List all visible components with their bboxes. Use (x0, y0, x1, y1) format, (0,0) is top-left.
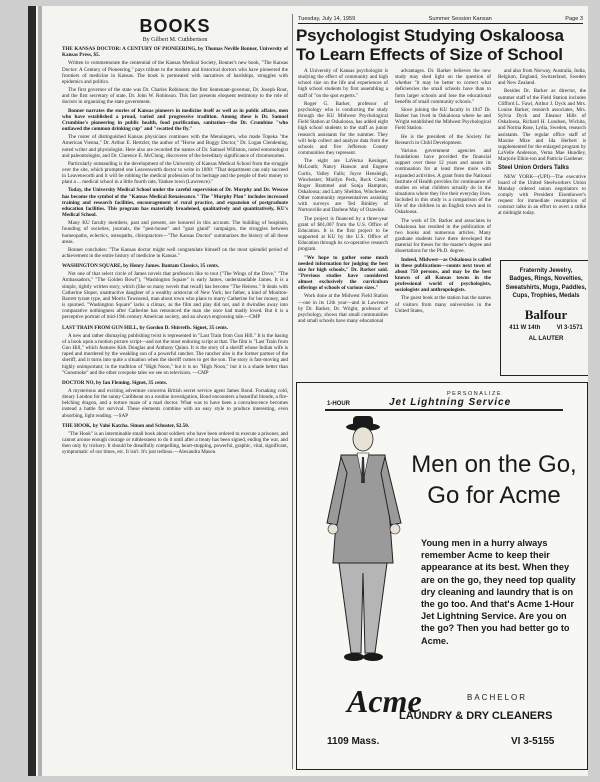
books-title: BOOKS (139, 16, 211, 36)
article-headline: Psychologist Studying Oskaloosa To Learn Effects of Size of School (296, 26, 564, 64)
article-paragraph: The eight are LaVerna Kesinger, McLouth; Nancy Hanson and Eugene Curtis, Valley Falls; Joyce Hensleigh, Winchester; Marilyn Peck, Rock Creek; Roger Brammel and Sonja Hampton, Oskaloosa; and Larry Sheldon, Winchester. Other community representatives assisting with surveys are Ted Binkley of Nortonville and Darlene May of Ozawkie. (298, 158, 388, 214)
newspaper-page (28, 6, 588, 776)
acme-headline (409, 449, 579, 511)
acme-laundry: LAUNDRY & DRY CLEANERS (399, 710, 553, 722)
review-paragraph: The roster of distinguished Kansas physicians continues with the Menningers, who made Topeka "the American Vienna," Dr. Arthur E. Hertzler, the author of "Horse and Buggy Doctor," Dr. Logan Clendening, noted writer and physiologist. Here also are recorded the names of Dr. Samuel Williston, noted entomologist and paleontologist, and Dr. Clarence E. McClung, discoverer of the hereditary significance of chromosomes. (62, 134, 288, 159)
paper-name: Summer Session Kansan (428, 16, 492, 22)
balfour-address: 411 W 14th (509, 324, 541, 331)
article-paragraph: Indeed, Midwest—as Oskaloosa is called in these publications—counts next town of about 750 persons, and may be the best known of all Kansas towns in the professional world of psychologists, sociologists and anthropologists. (395, 256, 491, 294)
acme-headline-line: Go for Acme (427, 482, 561, 509)
article-column-2 (395, 68, 491, 374)
review-paragraph: Written to commemorate the centennial of the Kansas Medical Society, Bonner's new book, "The Kansas Doctor: A Century of Pioneering," pays tribute to the modern and historical doctors who have pioneered the frontiers of medicine in Kansas. The book is permeated with narratives of hardships, struggles with epidemics and politics. (62, 60, 288, 85)
acme-one-hour: 1-HOUR (327, 401, 351, 407)
review-heading: LAST TRAIN FROM GUN HILL, by Gordon D. Shirreffs. Signet, 35 cents. (62, 324, 228, 331)
acme-phone: VI 3-5155 (511, 736, 555, 747)
acme-copy: Young men in a hurry always remember Acme to keep their appearance at its best. When they are on the go, they need top quality dry cleaning and laundry that is on the go too. And that's Acme 1-Hour Jet Lightning Service. Are you on the go? Then you had better go to Acme. (421, 538, 576, 646)
issue-date: Tuesday, July 14, 1959 (298, 16, 356, 22)
article-paragraph: Since joining the KU faculty in 1947 Dr. Barker has lived in Oskaloosa where he and Wright established the Midwest Psychological Field Station. (395, 106, 491, 132)
review-paragraph: The first governor of the state was Dr. Charles Robinson; the first lieutenant-governor, Dr. Joseph Root, and the first secretary of state, Dr. John W. Robinson. This fact presents eloquent testimony to the role of doctors in organizing the state government. (62, 87, 288, 106)
balfour-lines (501, 267, 588, 301)
man-illustration (307, 413, 417, 673)
review-paragraph: Many KU faculty members, past and present, are honored in this account. The building of hospitals, founding of societies, journals, the "pest-house" and "goat gland" campaigns, the struggles between homeopaths, eclectics, osteopaths, chiropractors—"The Kansas Doctor" summarizes the history of all these areas. (62, 220, 288, 245)
review-paragraph: A mysterious and exciting adventure concerns British secret service agent James Bond. Forsaking cold, dreary London for the sunny Caribbean on a routine investigation, Bond encounters a beautiful blonde, a fire-belching dragon, and a torture maze of a mad doctor. What was to have been a convalescence becomes instead a battle for survival. These elements combine with an easy style to produce interesting, even absorbing, light reading. —SAP (62, 387, 288, 419)
acme-jet-service: Jet Lightning Service (389, 397, 512, 408)
books-column (62, 12, 288, 772)
acme-personalize: PERSONALIZE (447, 391, 503, 397)
article-paragraph: "We hope to gather some much needed information for judging the best size for high schools," Dr. Barker said. "Previous studies have considered almost exclusively the curriculum offerings of schools of various sizes." (298, 254, 388, 292)
article-paragraph: Work done at the Midwest Field Station—one in its 12th year—and in Lawrence by Dr. Barker, Dr. Wright, professor of psychology, shows that small communities and small schools have many educational (298, 293, 388, 325)
article-paragraph: He is the president of the Society for Research in Child Development. (395, 133, 491, 146)
news-brief-heading: Steel Union Orders Talks (498, 165, 569, 172)
balfour-line: Cups, Trophies, Medals (512, 293, 580, 300)
column-divider (292, 14, 293, 769)
article-paragraph: Besides Dr. Barker as director, the summer staff of the Field Station includes Clifford L. Fawl, Arthur J. Dyck and Mrs. Louise Barker, research associates, Mrs. Sylvia Dyck and Eleanor Hills of Oskaloosa, Richard H. Lundsen, Wichita, and Norma Ruse, Lydia, Sweden, research assistants. The regular office staff of Maxine Mize and Ida Herbert is supplemented for the enlarged program by LaVelle Anderson, Verna Mae Hundley, Marjorie Elkin-ton and Patricia Gardener. (498, 88, 586, 163)
acme-address: 1109 Mass. (327, 736, 380, 747)
article-column-3 (498, 68, 586, 256)
article-paragraph: Various government agencies and foundations have provided the financial support over these 12 years and assure its continuation for at least three more with expanded activities. A grant from the National Institute of Health provides for continuance of studies on what children actually do in the situations where they live their everyday lives. Included in this study is a comparison of the life of the children in an English town and in Oskaloosa. (395, 147, 491, 216)
balfour-line: Fraternity Jewelry, (519, 268, 573, 274)
review-paragraph: A new and rather dismaying publishing twist is represented in "Last Train from Gun Hill." It is the basing of a book upon a motion picture script—and not the most enduring script at that. The film is "Last Train from Gun Hill," which features Kirk Douglas and Anthony Quinn. It is the story of a sheriff whose Indian wife is raped and murdered by the weakling son of a powerful rancher. The rancher also is the former partner of the sheriff, and it turns into quite a situation when the sheriff comes to get the son. The story is fast-moving and highly unimportant; in the tradition of "High Noon," but it is no "High Noon," but it is a shade better than "Gunsmoke" and the other cowpoke tales we see on television. —CMP (62, 332, 288, 376)
review-heading: THE HOOK, by Vahé Katcha. Simon and Schuster, $2.50. (62, 422, 190, 429)
review-heading: WASHINGTON SQUARE, by Henry James. Bantam Classics, 35 cents. (62, 263, 219, 270)
acme-logo: Acme (347, 683, 422, 719)
news-brief-paragraph: NEW YORK—(UPI)—The executive board of the United Steelworkers Union Monday ordered union negotiators to comply with President Eisenhower's request for immediate resumption of contract talks in an effort to avert a strike at midnight today. (498, 173, 586, 217)
page-number: Page 3 (565, 16, 583, 22)
review-heading: THE KANSAS DOCTOR: A CENTURY OF PIONEERING, by Thomas Neville Bonner, University of Kansas Press, $5. (62, 46, 288, 59)
balfour-brand: Balfour (524, 306, 568, 322)
books-byline: By Gilbert M. Cuthbertson (142, 37, 208, 43)
review-paragraph: Today, the University Medical School under the careful supervision of Dr. Murphy and Dr. Wescoe has become the symbol of the "Kansas Medical Renaissance." The "Murphy Plan" includes increased training and research facilities, encouragement of rural practice, and expansion of postgraduate education facilities. This program has materially broadened, qualitatively and quantitatively, KU's Medical School. (62, 187, 288, 219)
article-paragraph: The work of Dr. Barker and associates in Oskaloosa has resulted in the publication of two books and numerous articles. Many graduate students have there developed the material for theses for the master's degree and dissertations for the Ph.D. degree. (395, 217, 491, 255)
acme-bachelor: BACHELOR (467, 693, 528, 702)
acme-headline-line: Men on the Go, (411, 451, 577, 478)
balfour-ad (500, 260, 588, 376)
review-paragraph: "The Hook" is an interminable small book about soldiers who have been ordered to execute a prisoner, and cannot arouse enough courage or ruthlessness to do it until after a treaty has been signed, ending the war, and then only by trickery. It should be dreadfully compelling, heart-stopping, powerful, graphic, vital, significant, symptomatic of our times, etc. It isn't. It's just tedious.—Alexandra Mason. (62, 430, 288, 456)
article-paragraph: advantages. Dr. Barker believes the new study may shed light on the question of whether "it may be better to correct what deficiencies the small schools have than to form larger schools and lose the educational benefits of small community schools." (395, 68, 491, 105)
article-paragraph: The project is financed by a three-year grant of $61,007 from the U.S. Office of Education. It is the first project to be supported at KU by the U.S. Office of Education through its co-operative research program. (298, 215, 388, 253)
review-paragraph: Not one of that select circle of James novels that professors like to tout ("The Wings of the Dove," "The Ambassadors," "The Golden Bowl"), "Washington Square" is early James, understandable James. It is a simple, tightly written story, which (like so many novels that recall) has become "The Heiress." It deals with Catherine Sloper, unattractive daughter of a wealthy aristocrat of New York; her father, a kind of Moulton-Barrett tyrant type, and Morris Townsend, man about town who plans to marry Catherine for her money, and is spurned. "Washington Square" lacks a climax, as the film and play did not, and it dwindles away into comparative nothingness after Catherine has renounced the man she once had madly loved. But it is a perceptive portrait of mid-19th century American society, and an always engrossing tale.—CMP (62, 271, 288, 321)
acme-ad-rule (325, 409, 563, 411)
review-paragraph: Bonner narrates the stories of Kansas pioneers in medicine itself as well as in public affairs, men who have established a proud, varied and progressive tradition. Among these is Dr. Samuel Crumbine's pioneering in public health, food purification, sanitation—the Dr. Crumbine "who outlawed the common drinking cup" and "swatted the fly." (62, 107, 288, 133)
balfour-line: Sweatshirts, Mugs, Paddles, (505, 284, 587, 291)
acme-ad (296, 382, 588, 770)
article-paragraph: and also from Norway, Australia, India, Belgium, England, Switzerland, Sweden and New Zealand. (498, 68, 586, 87)
balfour-phone: VI 3-1571 (556, 324, 583, 331)
article-paragraph: Roger G. Barker, professor of psychology who is conducting the study through the KU Midwest Psychological Field Station at Oskaloosa, has added eight high school students to the staff as junior research assistants for the summer. They will help collect and analyze data from the schools and five Jefferson County communities they represent. (298, 100, 388, 157)
balfour-line: Badges, Rings, Novelties, (509, 276, 583, 283)
review-paragraph: Particularly outstanding is the development of the University of Kansas Medical School from the struggle over the site, which prompted one Leavenworth doctor to write in 1890: "That department can only succeed in Leavenworth and it will be robbing the medical profession of its heritage and the people of their money to plant a ... medical school in a little fourth rate, Yankee town (Lawrence)." (62, 160, 288, 186)
article-column-1 (298, 68, 388, 374)
balfour-contact-row (501, 325, 588, 331)
review-heading: DOCTOR NO, by Ian Fleming. Signet, 35 cents. (62, 379, 168, 386)
article-paragraph: The guest book at the station has the names of visitors from many universities in the United States, (395, 295, 491, 314)
balfour-contact-name: AL LAUTER (528, 334, 564, 342)
review-paragraph: Bonner concludes: "The Kansas doctor might well congratulate himself on the most splendid period of achievement in the entire history of medicine in Kansas." (62, 246, 288, 259)
page-header (298, 16, 583, 24)
article-paragraph: A University of Kansas psychologist is studying the effect of community and high school size on the life and experiences of high school students by first assembling a staff of "on the spot experts." (298, 68, 388, 99)
